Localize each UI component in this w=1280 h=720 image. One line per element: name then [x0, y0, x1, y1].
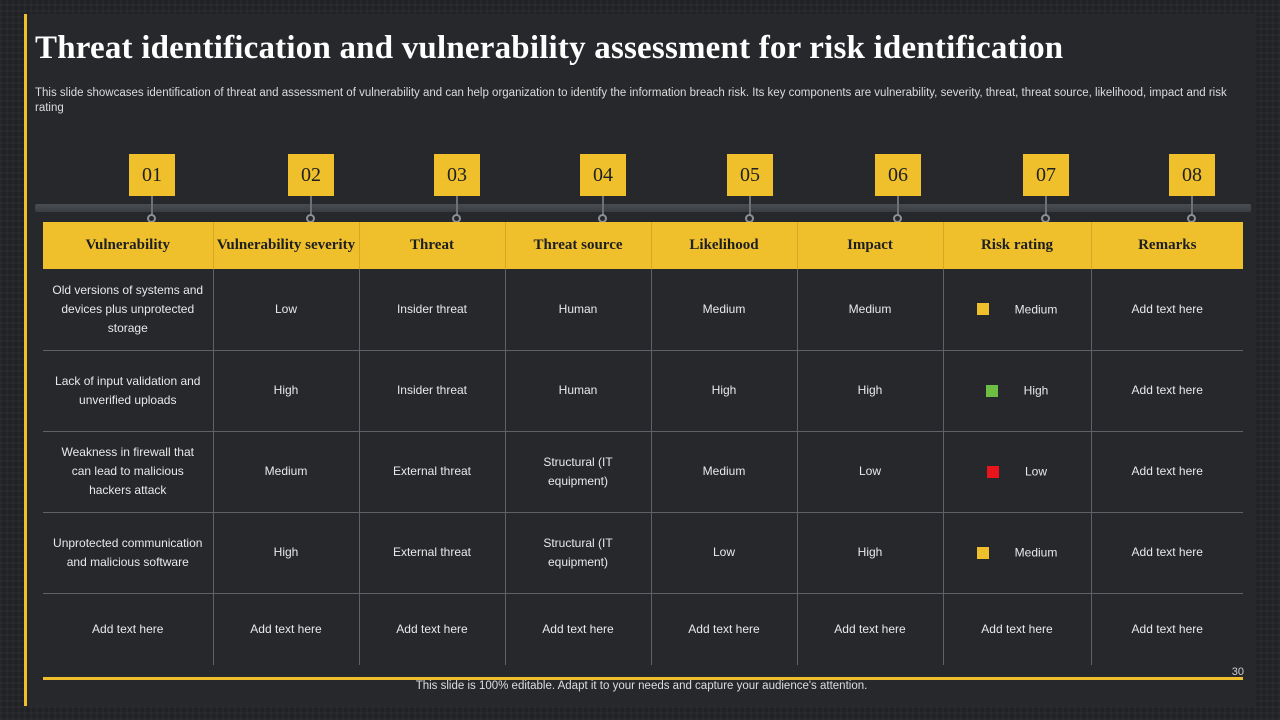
step-marker-07[interactable] — [1023, 154, 1069, 196]
cell-threat: Add text here — [359, 593, 505, 665]
risk-rating-label: Medium — [1014, 301, 1058, 316]
column-header-7: Remarks — [1091, 222, 1243, 269]
column-header-5: Impact — [797, 222, 943, 269]
cell-threat_source: Human — [505, 269, 651, 350]
step-number: 05 — [727, 154, 773, 196]
step-marker-02[interactable] — [288, 154, 334, 196]
step-number: 06 — [875, 154, 921, 196]
cell-likelihood: Medium — [651, 269, 797, 350]
cell-impact: Low — [797, 431, 943, 512]
cell-likelihood: Add text here — [651, 593, 797, 665]
cell-vulnerability: Lack of input validation and unverified uploads — [43, 350, 213, 431]
table-header — [43, 222, 1243, 269]
cell-remarks: Add text here — [1091, 350, 1243, 431]
step-markers — [27, 154, 1259, 224]
step-number: 08 — [1169, 154, 1215, 196]
step-marker-06[interactable] — [875, 154, 921, 196]
cell-threat_source: Human — [505, 350, 651, 431]
cell-severity: High — [213, 350, 359, 431]
column-header-2: Threat — [359, 222, 505, 269]
cell-severity: High — [213, 512, 359, 593]
cell-impact: Medium — [797, 269, 943, 350]
risk-color-swatch — [977, 547, 989, 559]
column-header-4: Likelihood — [651, 222, 797, 269]
cell-vulnerability: Old versions of systems and devices plus unprotected storage — [43, 269, 213, 350]
cell-risk_rating — [943, 350, 1091, 431]
cell-threat_source: Add text here — [505, 593, 651, 665]
risk-color-swatch — [977, 303, 989, 315]
cell-risk_rating: Add text here — [943, 593, 1091, 665]
risk-color-swatch — [986, 385, 998, 397]
step-number: 03 — [434, 154, 480, 196]
cell-threat_source: Structural (IT equipment) — [505, 512, 651, 593]
step-marker-03[interactable] — [434, 154, 480, 196]
cell-risk_rating — [943, 431, 1091, 512]
column-header-6: Risk rating — [943, 222, 1091, 269]
page-title: Threat identification and vulnerability assessment for risk identification — [35, 30, 1064, 66]
cell-risk_rating — [943, 512, 1091, 593]
table-body — [43, 269, 1243, 665]
cell-remarks: Add text here — [1091, 269, 1243, 350]
table-row — [43, 350, 1243, 431]
cell-severity: Medium — [213, 431, 359, 512]
cell-vulnerability: Unprotected communication and malicious software — [43, 512, 213, 593]
table-row — [43, 512, 1243, 593]
column-header-3: Threat source — [505, 222, 651, 269]
step-marker-04[interactable] — [580, 154, 626, 196]
column-header-1: Vulnerability severity — [213, 222, 359, 269]
footer-note: This slide is 100% editable. Adapt it to your needs and capture your audience's attention. — [415, 680, 868, 692]
cell-remarks: Add text here — [1091, 431, 1243, 512]
cell-impact: High — [797, 512, 943, 593]
step-marker-08[interactable] — [1169, 154, 1215, 196]
step-marker-05[interactable] — [727, 154, 773, 196]
cell-threat: External threat — [359, 512, 505, 593]
slide-body — [24, 14, 1256, 706]
cell-threat_source: Structural (IT equipment) — [505, 431, 651, 512]
table-row — [43, 593, 1243, 665]
step-number: 01 — [129, 154, 175, 196]
cell-likelihood: Medium — [651, 431, 797, 512]
cell-vulnerability: Add text here — [43, 593, 213, 665]
assessment-table-wrapper — [43, 222, 1243, 665]
slide-subtitle: This slide showcases identification of threat and assessment of vulnerability and can help organization to identify the information breach risk. Its key components are vulnerability, severity, threat, threat source, likelihood, impact and risk rating — [35, 87, 1227, 114]
table-row — [43, 269, 1243, 350]
step-number: 02 — [288, 154, 334, 196]
risk-rating-label: Medium — [1014, 545, 1058, 560]
table-row — [43, 431, 1243, 512]
cell-threat: External threat — [359, 431, 505, 512]
table-header-row — [43, 222, 1243, 269]
step-number: 07 — [1023, 154, 1069, 196]
cell-remarks: Add text here — [1091, 512, 1243, 593]
risk-rating-label: Low — [1024, 464, 1047, 479]
risk-color-swatch — [987, 466, 999, 478]
cell-risk_rating — [943, 269, 1091, 350]
cell-threat: Insider threat — [359, 350, 505, 431]
risk-rating-label: High — [1023, 383, 1049, 398]
page-number: 30 — [1231, 666, 1244, 678]
cell-remarks: Add text here — [1131, 621, 1203, 636]
step-marker-01[interactable] — [129, 154, 175, 196]
cell-threat: Insider threat — [359, 269, 505, 350]
cell-likelihood: High — [651, 350, 797, 431]
cell-impact: Add text here — [797, 593, 943, 665]
assessment-table — [43, 222, 1243, 665]
cell-severity: Add text here — [213, 593, 359, 665]
cell-likelihood: Low — [651, 512, 797, 593]
cell-severity: Low — [213, 269, 359, 350]
cell-vulnerability: Weakness in firewall that can lead to malicious hackers attack — [43, 431, 213, 512]
cell-impact: High — [797, 350, 943, 431]
column-header-0: Vulnerability — [43, 222, 213, 269]
step-number: 04 — [580, 154, 626, 196]
